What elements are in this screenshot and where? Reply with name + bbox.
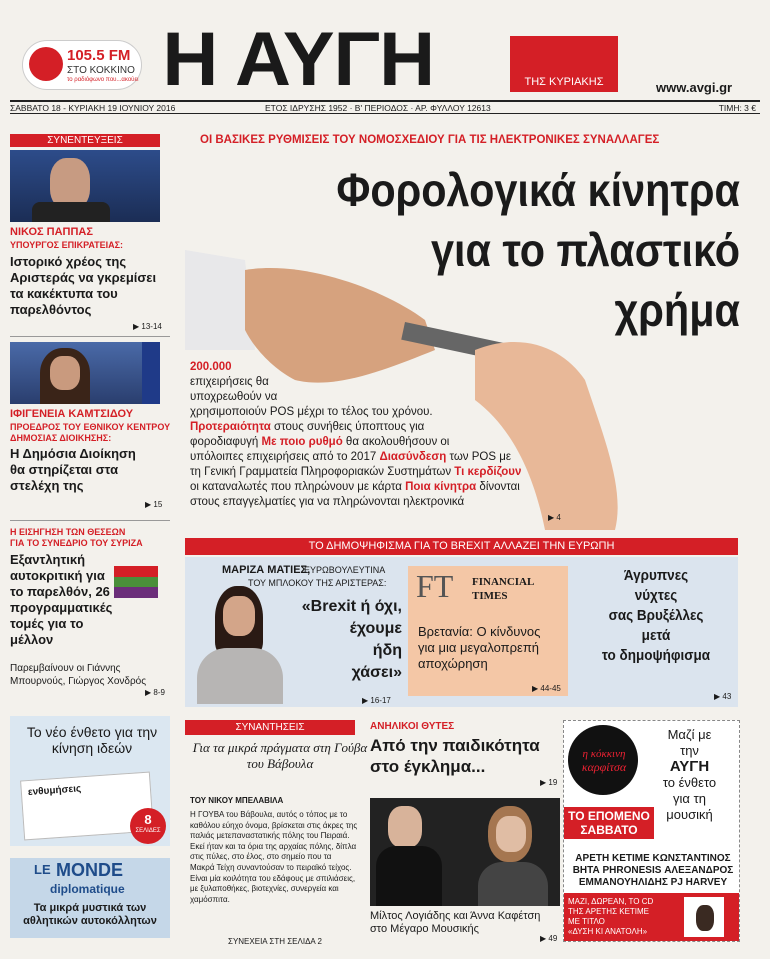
syriza-head-line1: Η ΕΙΣΗΓΗΣΗ ΤΩΝ ΘΕΣΕΩΝ <box>10 527 126 537</box>
promo-line: για τη <box>673 791 706 806</box>
quote-line: χάσει» <box>351 664 402 681</box>
main-lead <box>190 360 610 510</box>
music-insert-promo[interactable] <box>563 720 740 942</box>
insert-promo-text: Το νέο ένθετο για την κίνηση ιδεών <box>26 724 158 756</box>
monde-text: Τα μικρά μυστικά των αθλητικών αυτοκόλλητων <box>23 902 157 927</box>
monde-le: LE <box>34 862 51 877</box>
interview2-name: ΙΦΙΓΕΝΕΙΑ ΚΑΜΤΣΙΔΟΥ <box>10 408 134 420</box>
issue-date: ΣΑΒΒΑΤΟ 18 - ΚΥΡΙΑΚΗ 19 ΙΟΥΝΙΟΥ 2016 <box>10 103 176 113</box>
syriza-headline[interactable]: Εξαντλητική αυτοκριτική για το παρελθόν, 26 προγραμματικές τομές για το μέλλον <box>10 552 113 647</box>
interview1-page-ref: ▶ 13-14 <box>133 322 162 331</box>
website-link[interactable]: www.avgi.gr <box>656 80 733 95</box>
monde-diplo: diplomatique <box>50 882 125 896</box>
brussels-page-ref: ▶ 43 <box>714 692 732 701</box>
ft-text: Βρετανία: Ο κίνδυνος για μια μεγαλοπρεπή αποχώρηση <box>418 624 541 671</box>
quote-line: ήδη <box>372 642 402 659</box>
newspaper-title: Η ΑΥΓΗ <box>162 17 435 102</box>
promo-line: μουσική <box>666 807 713 822</box>
dateline-bar <box>10 100 760 114</box>
ft-logo: FT <box>416 568 454 604</box>
brussels-line: Άγρυπνες <box>623 567 689 584</box>
syriza-flag-icon <box>114 566 158 598</box>
brexit-banner: ΤΟ ΔΗΜΟΨΗΦΙΣΜΑ ΓΙΑ ΤΟ BREXIT ΑΛΛΑΖΕΙ ΤΗΝ ΕΥΡΩΠΗ <box>185 538 738 555</box>
maties-page-ref: ▶ 16-17 <box>362 696 391 705</box>
brussels-line: σας Βρυξέλλες <box>608 607 704 624</box>
pappas-photo <box>10 150 160 222</box>
artists-list <box>568 853 738 889</box>
artists-line: ΑΡΕΤΗ ΚΕΤΙΜΕ ΚΩΝΣΤΑΝΤΙΝΟΣ <box>575 853 731 864</box>
lead-text: τη Γενική Γραμματεία Πληροφοριακών Συστημάτων <box>190 466 455 478</box>
interview1-name: ΝΙΚΟΣ ΠΑΠΠΑΣ <box>10 226 93 238</box>
maties-role2: ΤΟΥ ΜΠΛΟΚΟΥ ΤΗΣ ΑΡΙΣΤΕΡΑΣ: <box>248 578 387 588</box>
radio-name: ΣΤΟ ΚΟΚΚΙΝΟ <box>67 65 135 76</box>
interview2-page-ref: ▶ 15 <box>145 500 163 509</box>
ft-box[interactable] <box>408 566 568 696</box>
price: ΤΙΜΗ: 3 € <box>718 103 756 113</box>
anilikoi-page-ref: ▶ 19 <box>540 778 558 787</box>
lead-text: χρησιμοποιούν POS μέχρι το τέλος του χρόνου. <box>190 406 433 418</box>
concert-page-ref: ▶ 49 <box>540 934 558 943</box>
kokkini-karfitsa-logo <box>568 725 638 795</box>
maties-quote[interactable] <box>290 596 402 684</box>
concert-photo <box>370 798 560 906</box>
anilikoi-title[interactable]: Από την παιδικότητα στο έγκλημα... <box>370 736 540 776</box>
lead-text: των POS με <box>446 451 511 463</box>
kamtsidou-photo <box>10 342 160 404</box>
ft-name2: TIMES <box>472 590 508 602</box>
headline-line1: Φορολογικά κίνητρα <box>336 164 740 216</box>
lead-highlight: Με ποιο ρυθμό <box>261 436 343 448</box>
lead-text: φοροδιαφυγή <box>190 436 262 448</box>
main-kicker: ΟΙ ΒΑΣΙΚΕΣ ΡΥΘΜΙΣΕΙΣ ΤΟΥ ΝΟΜΟΣΧΕΔΙΟΥ ΓΙΑ ΤΙΣ ΗΛΕΚΤΡΟΝΙΚΕΣ ΣΥΝΑΛΛΑΓΕΣ <box>200 134 660 146</box>
promo-line: Μαζί με <box>667 727 712 742</box>
promo-line: το ένθετο <box>662 775 717 790</box>
logo-text2: καρφίτσα <box>581 760 627 774</box>
cd-line: ΤΗΣ ΑΡΕΤΗΣ ΚΕΤΙΜΕ <box>568 907 650 916</box>
anilikoi-label: ΑΝΗΛΙΚΟΙ ΘΥΤΕΣ <box>370 721 455 732</box>
lead-text: οι καταναλωτές που πληρώνουν με κάρτα <box>190 481 406 493</box>
issue-info: ΕΤΟΣ ΙΔΡΥΣΗΣ 1952 · Β' ΠΕΡΙΟΔΟΣ · ΑΡ. ΦΥΛΛΟΥ 12613 <box>265 103 491 113</box>
interview1-headline[interactable]: Ιστορικό χρέος της Αριστεράς να γκρεμίσει τα κακέκτυπα του παρελθόντος <box>10 254 157 317</box>
maties-role1: ΕΥΡΩΒΟΥΛΕΥΤΙΝΑ <box>304 565 386 575</box>
interview2-role-line1: ΠΡΟΕΔΡΟΣ ΤΟΥ ΕΘΝΙΚΟΥ ΚΕΝΤΡΟΥ <box>10 422 171 432</box>
divider <box>10 336 170 337</box>
lead-text: στους συνήθεις ύποπτους για <box>270 421 425 433</box>
insert-paper-name: ενθυμήσεις <box>27 783 82 799</box>
headline-line3: χρήμα <box>614 284 740 336</box>
brussels-line: νύχτες <box>634 587 678 604</box>
logo-text1: η κόκκινη <box>582 748 626 760</box>
radio-logo-icon <box>29 47 63 81</box>
insert-pages-number: 8 <box>144 812 152 827</box>
main-page-ref: ▶ 4 <box>548 513 561 522</box>
radio-badge <box>22 40 142 90</box>
lead-number: 200.000 <box>190 361 232 373</box>
sunantiseis-label: ΣΥΝΑΝΤΗΣΕΙΣ <box>185 720 355 735</box>
syriza-head-line2: ΓΙΑ ΤΟ ΣΥΝΕΔΡΙΟ ΤΟΥ ΣΥΡΙΖΑ <box>10 538 143 548</box>
lead-text: υποχρεωθούν να <box>190 391 278 403</box>
radio-tagline: το ραδιόφωνο που...ακούει <box>67 77 139 83</box>
lead-text: θα ακολουθήσουν οι <box>342 436 450 448</box>
monde-logo: MONDE <box>56 860 123 880</box>
sunday-edition-label: ΤΗΣ ΚΥΡΙΑΚΗΣ <box>524 76 604 88</box>
quote-line: έχουμε <box>349 620 402 637</box>
radio-frequency: 105.5 FM <box>67 47 131 64</box>
artists-line: ΕΜΜΑΝΟΥΗΛΙΔΗΣ PJ HARVEY <box>578 877 728 888</box>
artists-line: ΒΗΤΑ PHRONESIS ΑΛΕΞΑΝΔΡΟΣ <box>572 865 734 876</box>
promo-line: ΑΥΓΗ <box>669 758 710 775</box>
ft-name1: FINANCIAL <box>472 576 535 588</box>
sunantiseis-author: ΤΟΥ ΝΙΚΟΥ ΜΠΕΛΑΒΙΛΑ <box>190 796 284 805</box>
cd-cover-image <box>684 897 724 937</box>
cd-box <box>564 893 739 941</box>
lead-text: στους επαγγελματίες για να πληρώνονται ηλεκτρονικά <box>190 496 465 508</box>
maties-photo <box>195 586 285 704</box>
lead-text: υπόλοιπες επιχειρήσεις από το 2017 <box>190 451 380 463</box>
sunantiseis-title[interactable]: Για τα μικρά πράγματα στη Γούβα του Βάβουλα <box>192 740 368 771</box>
sunantiseis-continued[interactable]: ΣΥΝΕΧΕΙΑ ΣΤΗ ΣΕΛΙΔΑ 2 <box>228 937 322 946</box>
lead-highlight: Τι κερδίζουν <box>454 466 522 478</box>
syriza-subtext: Παρεμβαίνουν οι Γιάννης Μπουρνούς, Γιώργος Χονδρός <box>10 663 147 687</box>
lead-text: δίνονται <box>476 481 520 493</box>
lead-highlight: Ποια κίνητρα <box>405 481 477 493</box>
insert-promo[interactable] <box>10 716 170 846</box>
quote-line: «Brexit ή όχι, <box>301 598 402 615</box>
promo-intro <box>642 727 737 823</box>
maties-name: ΜΑΡΙΖΑ ΜΑΤΙΕΣ, <box>222 564 311 576</box>
headline-line2: για το πλαστικό <box>430 224 740 276</box>
interview1-role: ΥΠΟΥΡΓΟΣ ΕΠΙΚΡΑΤΕΙΑΣ: <box>10 240 124 250</box>
sunday-edition-box <box>510 36 618 92</box>
cd-line: ΜΑΖΙ, ΔΩΡΕΑΝ, ΤΟ CD <box>568 897 654 906</box>
lead-highlight: Προτεραιότητα <box>190 421 271 433</box>
promo-line: την <box>680 743 699 758</box>
insert-pages-label: ΣΕΛΙΔΕΣ <box>135 828 161 834</box>
cd-line: ΜΕ ΤΙΤΛΟ <box>568 917 605 926</box>
brussels-line: μετά <box>641 627 671 644</box>
monde-promo[interactable] <box>10 858 170 938</box>
divider <box>10 520 170 521</box>
brussels-line: το δημοψήφισμα <box>601 647 711 664</box>
interviews-label: ΣΥΝΕΝΤΕΥΞΕΙΣ <box>10 134 160 147</box>
brussels-story[interactable] <box>584 566 728 666</box>
ft-page-ref: ▶ 44-45 <box>532 684 561 693</box>
sunantiseis-body: Η ΓΟΥΒΑ του Βάβουλα, αυτός ο τόπος με το καθόλου εύηχο όνομα, βρίσκεται στις άκρες της παλιάς μετεπαναστατικής πόλης του Πειραιά. Εκεί ήταν και τα όρια της αρχαίας πόλης, δίπλα στις πύλες, στο έλος, στο σημείο που τα Μακρά Τείχη συναντούσαν το πειραϊκό τείχος. Είναι μία κοιλότητα του εδάφους με σπιλιάσεις, με ξυλαποθήκες, βιοτεχνίες, συνεργεία και χαμόσπιτα. <box>190 810 358 904</box>
syriza-page-ref: ▶ 8-9 <box>145 688 165 697</box>
insert-pages-badge <box>130 808 166 844</box>
lead-text: επιχειρήσεις θα <box>190 376 269 388</box>
interview2-role-line2: ΔΗΜΟΣΙΑΣ ΔΙΟΙΚΗΣΗΣ: <box>10 433 112 443</box>
concert-caption: Μίλτος Λογιάδης και Άννα Καφέτση στο Μέγαρο Μουσικής <box>370 910 541 935</box>
lead-highlight: Διασύνδεση <box>379 451 447 463</box>
interview2-headline[interactable]: Η Δημόσια Διοίκηση θα στηρίζεται στα στελέχη της <box>10 446 136 493</box>
next-saturday-label: ΤΟ ΕΠΟΜΕΝΟ ΣΑΒΒΑΤΟ <box>564 807 654 839</box>
cd-text <box>568 897 653 937</box>
cd-line: «ΔΥΣΗ ΚΙ ΑΝΑΤΟΛΗ» <box>568 927 648 936</box>
